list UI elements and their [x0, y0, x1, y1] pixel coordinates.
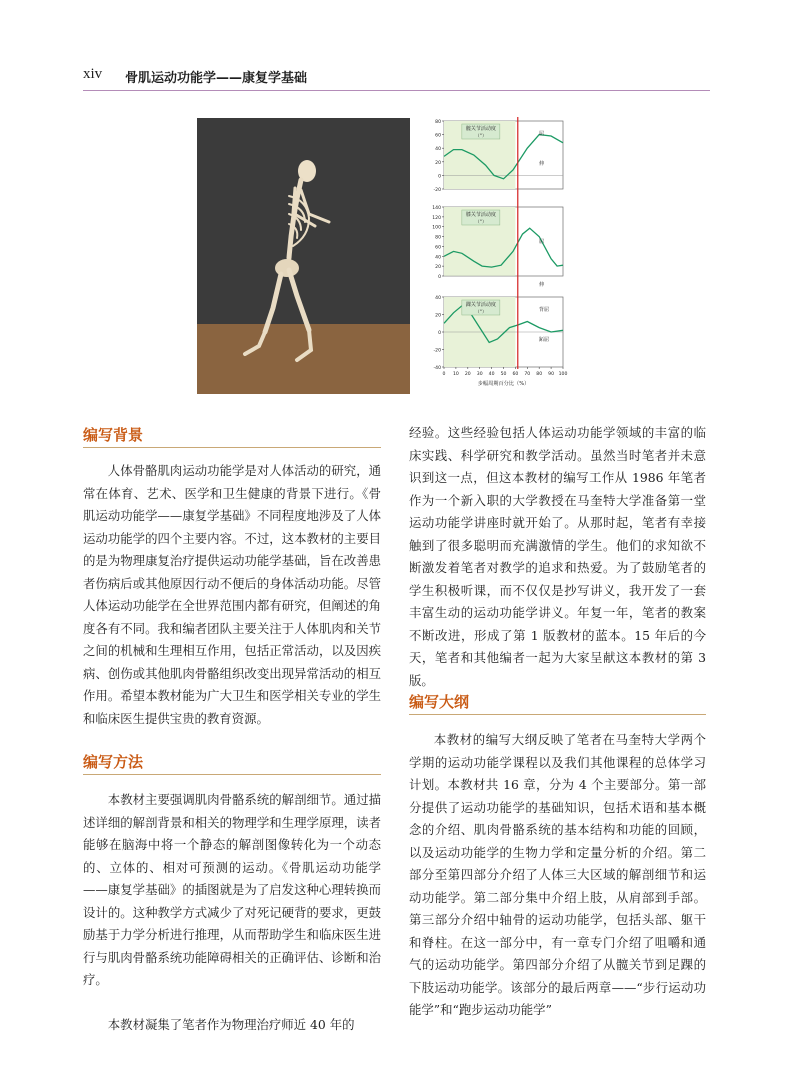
- paragraph-method-2: 本教材凝集了笔者作为物理治疗师近 40 年的: [107, 1017, 355, 1032]
- x-tick-label: 0: [442, 372, 446, 377]
- y-tick-label: -20: [433, 188, 441, 193]
- panel-unit: （°）: [475, 310, 487, 315]
- paragraph-method: 本教材主要强调肌肉骨骼系统的解剖细节。通过描述详细的解剖背景和相关的物理学和生理学原理，读者能够在脑海中将一个静态的解剖图像转化为一个动态的、立体的、相对可预测的运动。《骨肌运动功能学——康复学基础》的插图就是为了启发这种心理转换而设计的。这种教学方式减少了对死记硬背的要求，更鼓励基于力学分析进行推理，从而帮助学生和临床医生进行与肌肉骨骼系统功能障碍相关的正确评估、诊断和治疗。: [83, 792, 381, 987]
- x-tick-label: 80: [536, 372, 543, 377]
- y-tick-label: 20: [435, 160, 441, 166]
- y-tick-label: 80: [435, 235, 441, 241]
- y-tick-label: 140: [432, 206, 441, 211]
- panel-title: 髋关节活动度: [465, 126, 496, 132]
- joint-angle-chart: [422, 115, 570, 393]
- skeleton-figure: [197, 118, 410, 394]
- x-tick-label: 20: [464, 372, 471, 377]
- book-title: 骨肌运动功能学——康复学基础: [125, 71, 308, 86]
- y-tick-label: 0: [438, 275, 441, 280]
- x-axis-label: 步幅周期百分比（%）: [477, 381, 530, 387]
- paragraph-outline: 本教材的编写大纲反映了笔者在马奎特大学两个学期的运动功能学课程以及我们其他课程的总体学习计划。本教材共 16 章，分为 4 个主要部分。第一部分提供了运动功能学的基础知识，包括术语和基本概念的介绍、肌肉骨骼系统的基本结构和功能的回顾，以及运动功能学的生物力学和定量分析的介绍。第二部分至第四部分介绍了人体三大区域的解剖细节和运动功能学。第二部分集中介绍上肢，从肩部到手部。第三部分介绍中轴骨的运动功能学，包括头部、躯干和脊柱。在这一部分中，有一章专门介绍了咀嚼和通气的运动功能学。第四部分介绍了从髋关节到足踝的下肢运动功能学。该部分的最后两章——“步行运动功能学”和“跑步运动功能学”: [409, 732, 706, 1017]
- page-number: xiv: [83, 66, 103, 82]
- y-tick-label: 0: [438, 331, 441, 336]
- y-tick-label: 40: [435, 147, 441, 153]
- panel-title: 膝关节活动度: [465, 212, 496, 218]
- section-rule: [83, 447, 381, 448]
- y-tick-label: 120: [432, 215, 441, 221]
- panel-title: 踝关节活动度: [465, 302, 496, 308]
- header-rule: [83, 90, 710, 91]
- panel-unit: （°）: [475, 134, 487, 139]
- y-tick-label: 60: [435, 133, 441, 139]
- y-tick-label: 20: [435, 313, 441, 319]
- running-header: [83, 64, 710, 90]
- y-tick-label: 20: [435, 265, 441, 271]
- direction-label: 伸: [539, 161, 545, 167]
- y-tick-label: 40: [435, 255, 441, 261]
- section-rule: [83, 774, 381, 775]
- panel-unit: （°）: [475, 220, 487, 225]
- x-tick-label: 30: [476, 372, 483, 377]
- x-tick-label: 60: [512, 372, 519, 377]
- y-tick-label: -20: [433, 348, 441, 354]
- section-title-background: 编写背景: [83, 426, 144, 444]
- direction-label: 跖屈: [539, 337, 550, 343]
- y-tick-label: 0: [438, 174, 441, 180]
- x-tick-label: 70: [524, 372, 531, 377]
- direction-label: 伸: [539, 282, 545, 288]
- paragraph-experience: 经验。这些经验包括人体运动功能学领域的丰富的临床实践、科学研究和教学活动。虽然当时笔者并未意识到这一点，但这本教材的编写工作从 1986 年笔者作为一个新入职的大学教授在马奎特大学准备第一堂运动功能学讲座时就开始了。从那时起，笔者有幸接触到了很多聪明而充满激情的学生。他们的求知欲不断激发着笔者对教学的追求和热爱。为了鼓励笔者的学生积极听课，而不仅仅是抄写讲义，我开发了一套丰富生动的运动功能学讲义。年复一年，笔者的教案不断改进，形成了第 1 版教材的蓝本。15 年后的今天，笔者和其他编者一起为大家呈献这本教材的第 3 版。: [409, 425, 706, 688]
- x-tick-label: 90: [548, 372, 555, 377]
- y-tick-label: 80: [435, 120, 441, 125]
- x-tick-label: 100: [558, 372, 568, 377]
- direction-label: 背屈: [539, 307, 550, 313]
- x-tick-label: 50: [500, 372, 507, 377]
- paragraph-background: 人体骨骼肌肉运动功能学是对人体活动的研究，通常在体育、艺术、医学和卫生健康的背景下进行。《骨肌运动功能学——康复学基础》不同程度地涉及了人体运动功能学的四个主要内容。不过，这本教材的主要目的是为物理康复治疗提供运动功能学基础，旨在改善患者伤病后或其他原因行动不便后的身体活动功能。尽管人体运动功能学在全世界范围内都有研究，但阐述的角度各有不同。我和编者团队主要关注于人体肌肉和关节之间的机械和生理相互作用，包括正常活动，以及因疾病、创伤或其他肌肉骨骼组织改变出现异常活动的相互作用。希望本教材能为广大卫生和医学相关专业的学生和临床医生提供宝贵的教育资源。: [83, 463, 381, 726]
- running-skeleton-illustration: [197, 118, 410, 394]
- x-tick-label: 40: [488, 372, 495, 377]
- section-title-method: 编写方法: [83, 753, 144, 771]
- joint-angle-chart-svg: [422, 115, 570, 393]
- direction-label: 屈: [539, 131, 545, 137]
- y-tick-label: 40: [435, 296, 441, 301]
- section-rule: [409, 714, 706, 715]
- section-title-outline: 编写大纲: [409, 693, 470, 711]
- y-tick-label: 60: [435, 245, 441, 251]
- direction-label: 屈: [539, 239, 545, 245]
- x-tick-label: 10: [452, 372, 459, 377]
- y-tick-label: -40: [433, 366, 441, 371]
- y-tick-label: 100: [432, 225, 441, 231]
